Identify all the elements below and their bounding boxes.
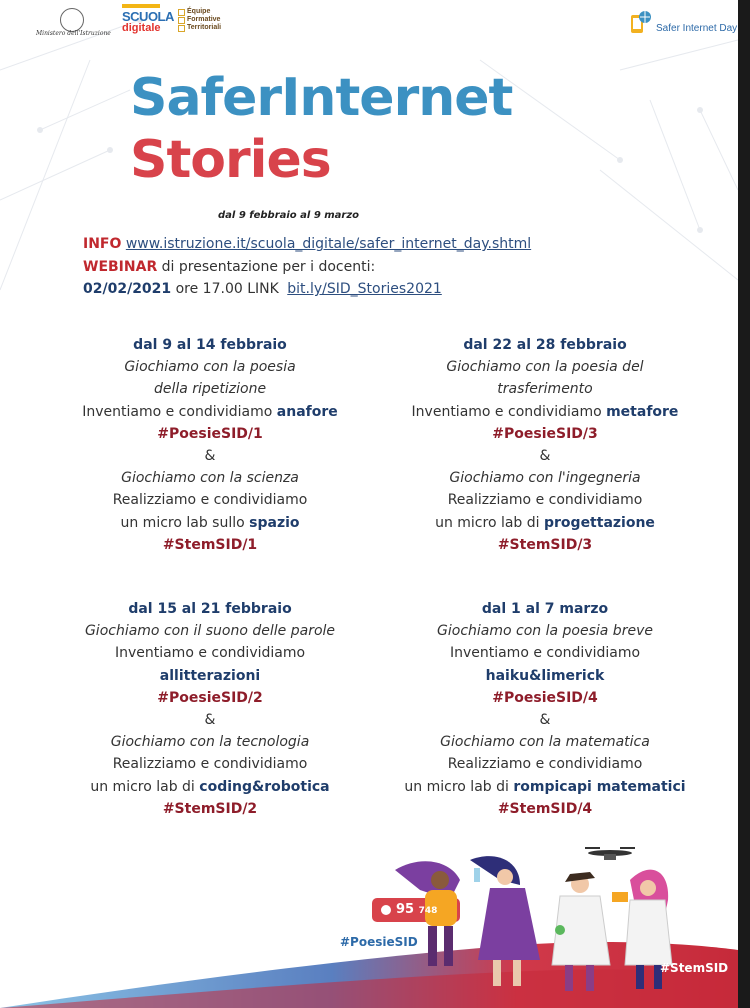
- block-heading: dal 15 al 21 febbraio: [128, 601, 292, 617]
- invent-bold: anafore: [276, 403, 338, 420]
- ampersand: &: [204, 448, 216, 465]
- block-game-1: Giochiamo con la poesia del: [446, 359, 644, 376]
- eft-line-3: Territoriali: [187, 24, 222, 31]
- invent-bold: haiku&limerick: [485, 667, 605, 684]
- ampersand: &: [539, 712, 551, 729]
- block-game-1b: trasferimento: [497, 381, 593, 398]
- block-game-2: Giochiamo con la matematica: [440, 734, 650, 751]
- info-label: INFO: [83, 236, 122, 252]
- likes-count: 95: [396, 902, 415, 917]
- likes-counter: [396, 902, 437, 917]
- stem-tag: #StemSID/2: [162, 800, 258, 817]
- lab-bold: rompicapi matematici: [513, 778, 686, 795]
- stem-tag: #StemSID/3: [497, 536, 593, 553]
- block-heading: dal 22 al 28 febbraio: [463, 337, 627, 353]
- webinar-date: 02/02/2021: [83, 281, 172, 297]
- webinar-label: WEBINAR: [83, 259, 158, 275]
- title-line-1: SaferInternet: [130, 68, 513, 128]
- sid-brand-text: Safer Internet Day: [656, 22, 738, 34]
- poesie-tag: #PoesieSID/3: [492, 425, 598, 442]
- block-realize: Realizziamo e condividiamo: [447, 492, 643, 509]
- ampersand: &: [539, 448, 551, 465]
- block-invent: Inventiamo e condividiamo: [114, 645, 306, 662]
- invent-bold: allitterazioni: [159, 667, 261, 684]
- scrollbar-track[interactable]: [738, 0, 750, 1008]
- likes-count-2: 748: [418, 906, 438, 916]
- poesie-tag: #PoesieSID/2: [157, 689, 263, 706]
- block-heading: dal 9 al 14 febbraio: [133, 337, 287, 353]
- poesie-tag: #PoesieSID/1: [157, 425, 263, 442]
- scuola-bottom-text: digitale: [122, 22, 161, 34]
- event-dates: dal 9 febbraio al 9 marzo: [218, 210, 360, 221]
- stem-tag: #StemSID/4: [497, 800, 593, 817]
- title-line-2: Stories: [130, 130, 331, 190]
- lab-bold: progettazione: [544, 514, 655, 531]
- poesie-hashtag: #PoesieSID: [340, 935, 418, 949]
- lab-text: un micro lab di: [90, 778, 195, 795]
- invent-text: Inventiamo e condividiamo: [82, 403, 273, 420]
- block-game-1: Giochiamo con il suono delle parole: [84, 623, 336, 640]
- eft-line-1: Équipe: [187, 8, 211, 15]
- block-invent: Inventiamo e condividiamo: [449, 645, 641, 662]
- webinar-time: ore 17.00 LINK: [175, 281, 279, 297]
- block-game-1: Giochiamo con la poesia: [124, 359, 296, 376]
- webinar-link[interactable]: bit.ly/SID_Stories2021: [287, 281, 442, 297]
- ministry-logo-text: Ministero dell'Istruzione: [36, 30, 111, 37]
- block-game-1: Giochiamo con la poesia breve: [437, 623, 653, 640]
- lab-bold: spazio: [249, 514, 300, 531]
- lab-text: un micro lab sullo: [120, 514, 245, 531]
- block-realize: Realizziamo e condividiamo: [112, 756, 308, 773]
- lab-bold: coding&robotica: [199, 778, 330, 795]
- invent-bold: metafore: [606, 403, 679, 420]
- block-heading: dal 1 al 7 marzo: [481, 601, 609, 617]
- stem-hashtag: #StemSID: [660, 961, 729, 975]
- lab-text: un micro lab di: [404, 778, 509, 795]
- invent-text: Inventiamo e condividiamo: [411, 403, 602, 420]
- block-game-2: Giochiamo con l'ingegneria: [449, 470, 641, 487]
- drone-icon: [585, 848, 635, 860]
- scuola-top-text: SCUOLA: [122, 9, 174, 24]
- ampersand: &: [204, 712, 216, 729]
- webinar-text: di presentazione per i docenti:: [161, 259, 376, 275]
- lab-text: un micro lab di: [435, 514, 540, 531]
- poesie-tag: #PoesieSID/4: [492, 689, 598, 706]
- info-url-link[interactable]: www.istruzione.it/scuola_digitale/safer_internet_day.shtml: [125, 236, 532, 252]
- stem-tag: #StemSID/1: [162, 536, 258, 553]
- block-game-2: Giochiamo con la tecnologia: [110, 734, 310, 751]
- block-realize: Realizziamo e condividiamo: [112, 492, 308, 509]
- block-realize: Realizziamo e condividiamo: [447, 756, 643, 773]
- block-game-1b: della ripetizione: [153, 381, 267, 398]
- block-game-2: Giochiamo con la scienza: [121, 470, 299, 487]
- eft-line-2: Formative: [187, 16, 221, 23]
